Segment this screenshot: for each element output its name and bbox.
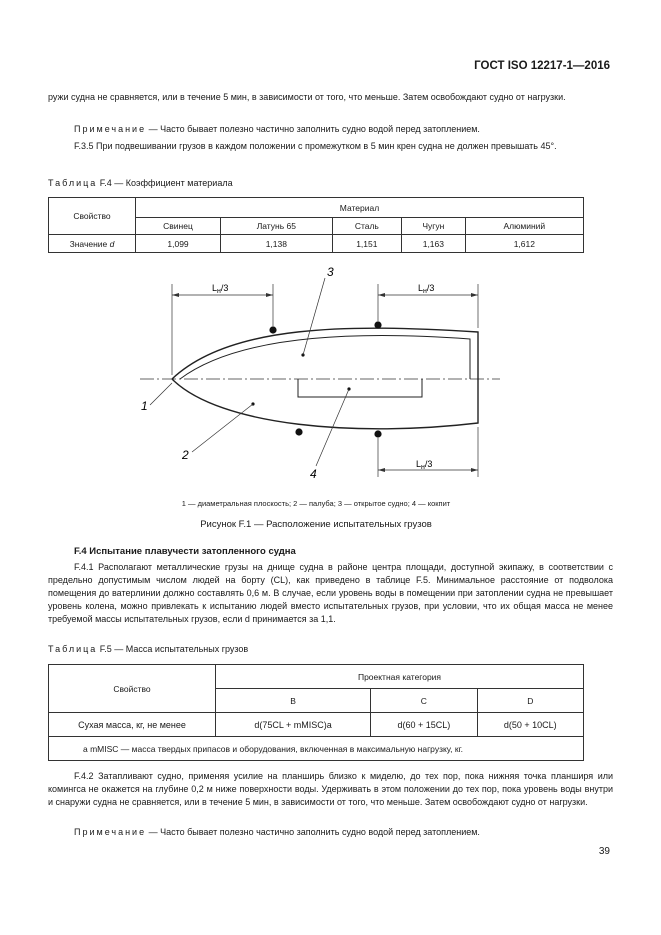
table-header-material: Материал xyxy=(136,198,584,218)
table-f5 xyxy=(48,664,584,761)
table-caption-label: Таблица xyxy=(48,644,98,654)
table-cell: 1,138 xyxy=(221,235,333,253)
material-header: Алюминий xyxy=(465,218,583,235)
hull-top xyxy=(172,328,478,379)
material-header: Чугун xyxy=(402,218,466,235)
row-label: Значение d xyxy=(49,235,136,253)
table-f4-caption xyxy=(48,178,233,188)
table-f4 xyxy=(48,197,584,253)
test-weight-dot xyxy=(295,428,302,435)
arrowhead xyxy=(266,293,273,297)
test-weight-dot xyxy=(374,430,381,437)
table-caption-text: F.4 — Коэффициент материала xyxy=(97,178,233,188)
note-text: — Часто бывает полезно частично заполнить судно водой перед затоплением. xyxy=(146,124,480,134)
paragraph-f41: F.4.1 Располагают металлические грузы на днище судна в районе центра площади, доступной экипажу, в соответствии с предельно допустимым числом людей на борту (CL), как приведено в таблице F.5. Минимальное расстояние от подволока помещения до ватерлинии должно составлять 0,6 м. В случае, если уровень воды в помещении при затоплении судна не превышает уровень колена, можно привлекать к испытанию людей вместо испытательных грузов, при условии, что их общая масса не менее требуемой массы испытательных грузов, если d принимается за 1,1. xyxy=(48,562,613,624)
section-title: F.4 Испытание плавучести затопленного судна xyxy=(74,546,296,557)
callout-2: 2 xyxy=(182,448,189,462)
test-weight-dot xyxy=(269,326,276,333)
table-header-property: Свойство xyxy=(49,665,216,713)
row-label: Сухая масса, кг, не менее xyxy=(49,713,216,737)
callout-3: 3 xyxy=(327,265,334,279)
material-header: Свинец xyxy=(136,218,221,235)
table-footnote: a mMISC — масса твердых припасов и оборудования, включенная в максимальную нагрузку, кг. xyxy=(49,737,584,761)
table-header-property: Свойство xyxy=(49,198,136,235)
table-cell: d(50 + 10CL) xyxy=(477,713,583,737)
table-cell: d(75CL + mMISC)a xyxy=(216,713,371,737)
table-caption-text: F.5 — Масса испытательных грузов xyxy=(97,644,249,654)
arrowhead xyxy=(172,293,179,297)
paragraph-continuation: ружи судна не сравняется, или в течение 5 мин, в зависимости от того, что меньше. Затем освобождают судно от нагрузки. xyxy=(48,92,566,102)
arrowhead xyxy=(471,468,478,472)
arrowhead xyxy=(378,293,385,297)
category-header: B xyxy=(216,689,371,713)
table-cell: 1,163 xyxy=(402,235,466,253)
figure-boat-diagram xyxy=(130,262,510,492)
hull-bottom xyxy=(172,379,478,429)
table-caption-label: Таблица xyxy=(48,178,98,188)
table-f5-caption xyxy=(48,644,248,654)
note-label: Примечание xyxy=(74,124,147,134)
note-text: — Часто бывает полезно частично заполнить судно водой перед затоплением. xyxy=(146,827,480,837)
paragraph-f42: F.4.2 Затапливают судно, применяя усилие на планширь близко к миделю, до тех пор, пока нижняя точка планширя или комингса не окажется на глубине 0,2 м ниже поверхности воды. Удерживать в этом положении до тех пор, пока уровень воды внутри и снаружи судна не сравняется, или в течение 5 мин, в зависимости от того, что меньше. Затем освобождают судно от нагрузки. xyxy=(48,771,613,807)
material-header: Сталь xyxy=(332,218,401,235)
callout-4: 4 xyxy=(310,467,317,481)
material-header: Латунь 65 xyxy=(221,218,333,235)
arrowhead xyxy=(471,293,478,297)
category-header: D xyxy=(477,689,583,713)
gunwale-inner xyxy=(180,336,470,379)
figure-legend: 1 — диаметральная плоскость; 2 — палуба; 3 — открытое судно; 4 — кокпит xyxy=(181,499,451,508)
page-number: 39 xyxy=(598,846,610,857)
figure-caption: Рисунок F.1 — Расположение испытательных грузов xyxy=(200,519,432,530)
paragraph-f35: F.3.5 При подвешивании грузов в каждом положении с промежутком в 5 мин крен судна не должен превышать 45°. xyxy=(74,141,557,151)
note-label: Примечание xyxy=(74,827,147,837)
table-cell: 1,612 xyxy=(465,235,583,253)
dim-label-lh3: $L_н/3$ xyxy=(416,459,433,471)
arrowhead xyxy=(378,468,385,472)
test-weight-dot xyxy=(374,321,381,328)
dim-label-lh3: $L_н/3$ xyxy=(418,283,435,295)
leader-line xyxy=(192,404,253,452)
note-2 xyxy=(74,826,614,839)
table-cell: 1,151 xyxy=(332,235,401,253)
callout-1: 1 xyxy=(141,399,148,413)
document-id: ГОСТ ISO 12217-1—2016 xyxy=(474,60,610,72)
cockpit-4 xyxy=(298,379,422,397)
table-cell: d(60 + 15CL) xyxy=(371,713,477,737)
leader-line xyxy=(303,278,325,355)
leader-line xyxy=(150,383,172,405)
dim-label-lh3: $L_н/3$ xyxy=(212,283,229,295)
table-cell: 1,099 xyxy=(136,235,221,253)
table-header-category: Проектная категория xyxy=(216,665,584,689)
category-header: C xyxy=(371,689,477,713)
note-1 xyxy=(74,123,614,136)
